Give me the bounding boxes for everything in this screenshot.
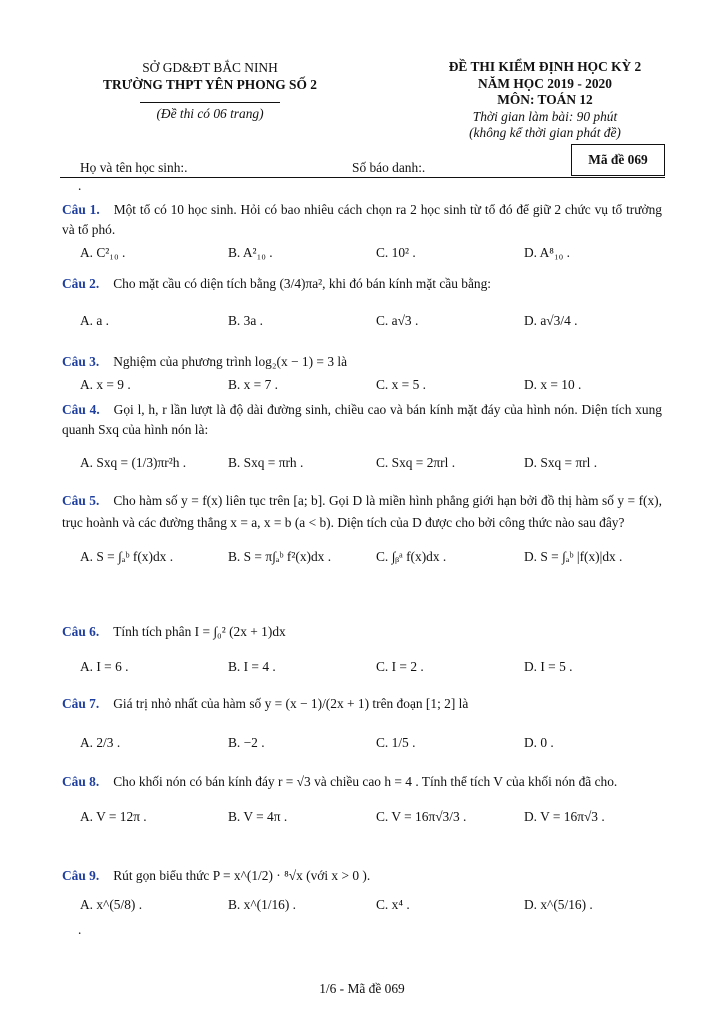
question-9 bbox=[62, 866, 662, 916]
dept-name: SỞ GD&ĐT BẮC NINH bbox=[142, 60, 278, 75]
question-stem: Giá trị nhỏ nhất của hàm số y = (x − 1)/(2x + 1) trên đoạn [1; 2] là bbox=[113, 696, 469, 711]
question-stem: Một tổ có 10 học sinh. Hỏi có bao nhiêu cách chọn ra 2 học sinh từ tổ đó để giữ 2 chức vụ tổ trưởng và tổ phó. bbox=[62, 202, 662, 237]
option-b[interactable]: B. V = 4π . bbox=[228, 809, 288, 824]
option-b[interactable]: B. A²₁₀ . bbox=[228, 245, 273, 260]
question-8 bbox=[62, 772, 662, 828]
question-stem: Cho hàm số y = f(x) liên tục trên [a; b]. Gọi D là miền hình phẳng giới hạn bởi đồ thị hàm số y = f(x), trục hoành và các đường thẳng x = a, x = b (a < b). Diện tích của D được cho bởi công thức nào sau đây? bbox=[62, 493, 662, 530]
question-2 bbox=[62, 274, 662, 332]
question-3 bbox=[62, 352, 662, 396]
option-d[interactable]: D. x^(5/16) . bbox=[524, 897, 593, 912]
question-5 bbox=[62, 490, 662, 568]
pages-note: (Đề thi có 06 trang) bbox=[156, 106, 264, 121]
school-year: NĂM HỌC 2019 - 2020 bbox=[478, 75, 612, 91]
option-a[interactable]: A. I = 6 . bbox=[80, 659, 129, 674]
option-d[interactable]: D. S = ∫ₐᵇ |f(x)|dx . bbox=[524, 549, 623, 564]
option-a[interactable]: A. x = 9 . bbox=[80, 377, 131, 392]
question-stem: Tính tích phân I = ∫₀² (2x + 1)dx bbox=[113, 624, 286, 639]
question-1 bbox=[62, 200, 662, 264]
option-c[interactable]: C. Sxq = 2πrl . bbox=[376, 455, 456, 470]
exam-code-box: Mã đề 069 bbox=[571, 144, 665, 176]
question-label: Câu 3. bbox=[62, 354, 100, 369]
dot-mark: . bbox=[78, 922, 82, 937]
question-6 bbox=[62, 622, 662, 678]
option-c[interactable]: C. ∫ᵦᵃ f(x)dx . bbox=[376, 549, 447, 564]
header-left bbox=[70, 59, 350, 122]
question-stem: Gọi l, h, r lần lượt là độ dài đường sinh, chiều cao và bán kính mặt đáy của hình nón. Diện tích xung quanh Sxq của hình nón là: bbox=[62, 402, 662, 437]
option-b[interactable]: B. x^(1/16) . bbox=[228, 897, 297, 912]
option-a[interactable]: A. Sxq = (1/3)πr²h . bbox=[80, 455, 187, 470]
option-a[interactable]: A. x^(5/8) . bbox=[80, 897, 143, 912]
question-label: Câu 1. bbox=[62, 202, 100, 217]
option-b[interactable]: B. −2 . bbox=[228, 735, 265, 750]
option-a[interactable]: A. 2/3 . bbox=[80, 735, 121, 750]
option-d[interactable]: D. Sxq = πrl . bbox=[524, 455, 598, 470]
option-b[interactable]: B. Sxq = πrh . bbox=[228, 455, 304, 470]
option-c[interactable]: C. 10² . bbox=[376, 245, 416, 260]
option-d[interactable]: D. A⁸₁₀ . bbox=[524, 245, 570, 260]
exam-time-note: (không kể thời gian phát đề) bbox=[469, 125, 621, 140]
question-stem: Cho mặt cầu có diện tích bằng (3/4)πa², khi đó bán kính mặt cầu bằng: bbox=[113, 276, 492, 291]
question-4 bbox=[62, 400, 662, 474]
question-stem: Nghiệm của phương trình log₂(x − 1) = 3 là bbox=[113, 354, 348, 369]
exam-time: Thời gian làm bài: 90 phút bbox=[472, 108, 618, 124]
page-footer: 1/6 - Mã đề 069 bbox=[319, 981, 405, 996]
option-a[interactable]: A. S = ∫ₐᵇ f(x)dx . bbox=[80, 549, 174, 564]
exam-title: ĐỀ THI KIỂM ĐỊNH HỌC KỲ 2 bbox=[448, 59, 642, 74]
question-label: Câu 5. bbox=[62, 493, 100, 508]
question-label: Câu 8. bbox=[62, 774, 100, 789]
option-c[interactable]: C. 1/5 . bbox=[376, 735, 416, 750]
option-b[interactable]: B. x = 7 . bbox=[228, 377, 278, 392]
option-d[interactable]: D. 0 . bbox=[524, 735, 554, 750]
option-a[interactable]: A. C²₁₀ . bbox=[80, 245, 126, 260]
question-label: Câu 9. bbox=[62, 868, 100, 883]
question-7 bbox=[62, 694, 662, 754]
question-label: Câu 7. bbox=[62, 696, 100, 711]
question-label: Câu 6. bbox=[62, 624, 100, 639]
student-info-bar bbox=[60, 144, 665, 178]
question-stem: Rút gọn biểu thức P = x^(1/2) · ⁸√x (với x > 0 ). bbox=[113, 868, 371, 883]
option-d[interactable]: D. V = 16π√3 . bbox=[524, 809, 605, 824]
student-name-label: Họ và tên học sinh:. bbox=[80, 160, 188, 175]
option-d[interactable]: D. x = 10 . bbox=[524, 377, 582, 392]
option-d[interactable]: D. I = 5 . bbox=[524, 659, 573, 674]
subject: MÔN: TOÁN 12 bbox=[497, 92, 593, 107]
option-c[interactable]: C. V = 16π√3/3 . bbox=[376, 809, 467, 824]
option-a[interactable]: A. a . bbox=[80, 313, 110, 328]
option-a[interactable]: A. V = 12π . bbox=[80, 809, 147, 824]
question-label: Câu 2. bbox=[62, 276, 100, 291]
option-b[interactable]: B. I = 4 . bbox=[228, 659, 276, 674]
question-stem: Cho khối nón có bán kính đáy r = √3 và chiều cao h = 4 . Tính thể tích V của khối nón đã cho. bbox=[113, 774, 618, 789]
option-d[interactable]: D. a√3/4 . bbox=[524, 313, 578, 328]
dot-mark: . bbox=[78, 178, 82, 193]
option-b[interactable]: B. S = π∫ₐᵇ f²(x)dx . bbox=[228, 549, 332, 564]
header-right bbox=[420, 59, 670, 142]
student-id-label: Số báo danh:. bbox=[352, 160, 426, 175]
option-c[interactable]: C. x = 5 . bbox=[376, 377, 426, 392]
option-c[interactable]: C. a√3 . bbox=[376, 313, 419, 328]
option-c[interactable]: C. x⁴ . bbox=[376, 897, 410, 912]
question-label: Câu 4. bbox=[62, 402, 100, 417]
option-b[interactable]: B. 3a . bbox=[228, 313, 263, 328]
option-c[interactable]: C. I = 2 . bbox=[376, 659, 424, 674]
school-name: TRƯỜNG THPT YÊN PHONG SỐ 2 bbox=[103, 77, 317, 92]
header-divider bbox=[140, 102, 280, 103]
